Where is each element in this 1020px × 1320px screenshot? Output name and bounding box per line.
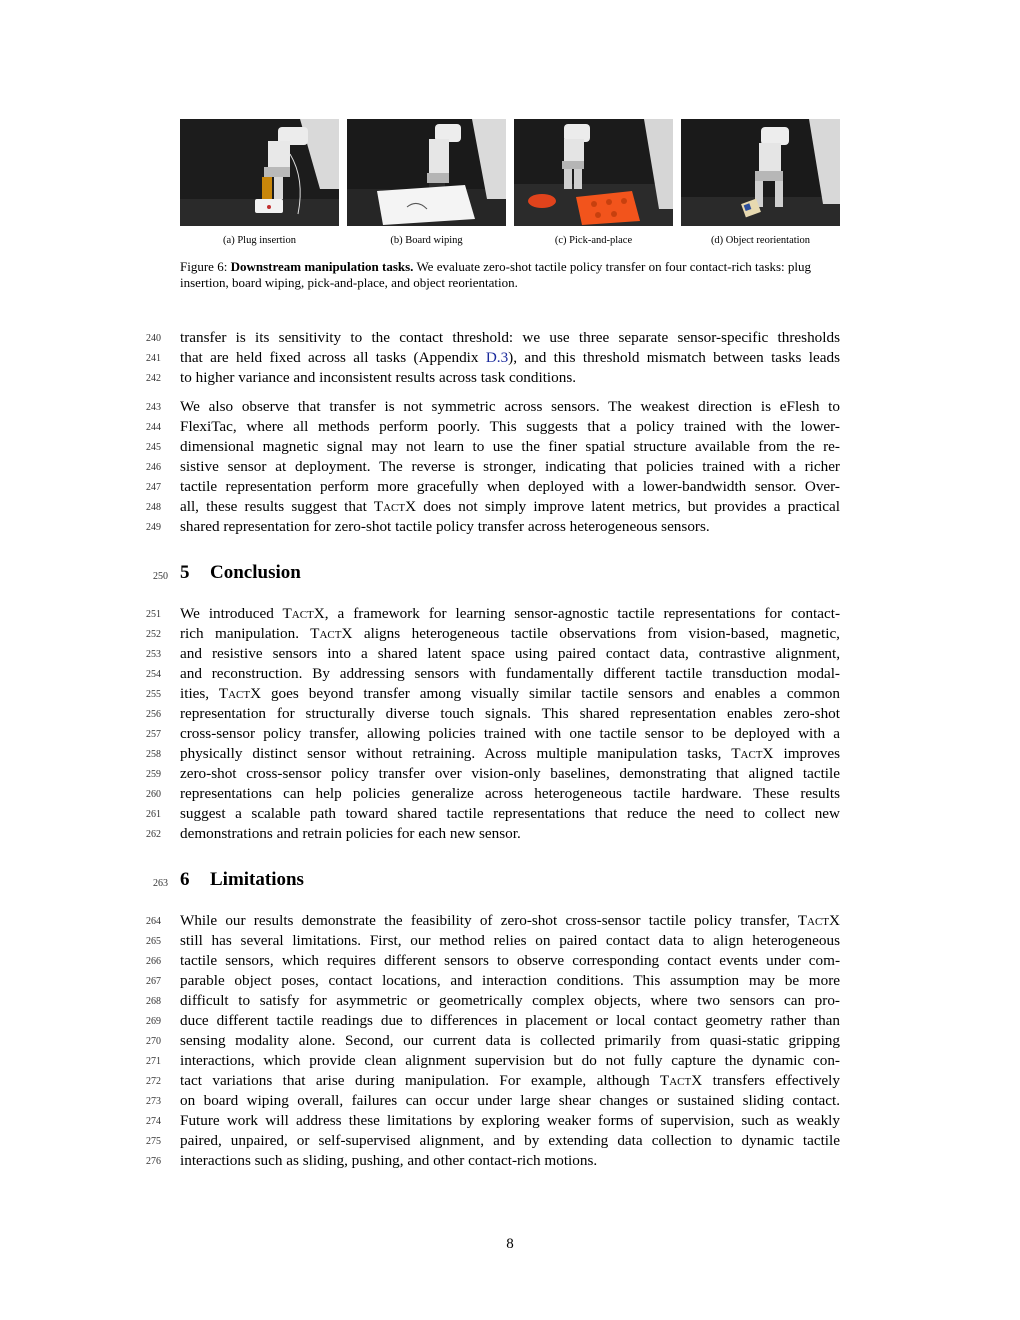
line-text bbox=[180, 931, 840, 951]
line-text bbox=[180, 644, 840, 664]
line-text bbox=[180, 971, 840, 991]
line-text-run: and resistive sensors into a shared latent space using paired contact data, contrastive alignment, bbox=[180, 645, 840, 662]
line-number: 245 bbox=[146, 442, 161, 453]
line-text-run: interactions such as sliding, pushing, and other contact-rich motions. bbox=[180, 1152, 598, 1169]
line-text bbox=[180, 437, 840, 457]
text-line bbox=[146, 397, 840, 417]
line-text-run: representations can help policies generalize across heterogeneous tactile hardware. These results bbox=[180, 785, 840, 802]
text-line bbox=[146, 417, 840, 437]
text-line bbox=[146, 1131, 840, 1151]
text-line bbox=[146, 328, 840, 348]
text-line bbox=[146, 744, 840, 764]
figure-panel-board-wiping bbox=[347, 119, 506, 226]
small-caps-run: act bbox=[740, 745, 763, 762]
line-text bbox=[180, 1131, 840, 1151]
line-text-run: X, a framework for learning sensor-agnostic tactile representations for contact- bbox=[313, 605, 841, 622]
line-number: 244 bbox=[146, 422, 161, 433]
line-text-run: X does not simply improve latent metrics, but provides a practical bbox=[405, 498, 840, 515]
line-number: 249 bbox=[146, 522, 161, 533]
line-text bbox=[180, 348, 840, 368]
line-text bbox=[180, 764, 840, 784]
line-text-run: all, these results suggest that T bbox=[180, 498, 384, 515]
line-number: 258 bbox=[146, 749, 161, 760]
section-heading-conclusion bbox=[153, 561, 301, 585]
appendix-link[interactable]: D.3 bbox=[485, 349, 509, 366]
line-number: 241 bbox=[146, 353, 161, 364]
line-text-run: duce different tactile readings due to differences in placement or local contact geometry rather than bbox=[180, 1012, 840, 1029]
line-text-run: We introduced T bbox=[180, 605, 292, 622]
line-text-run: cross-sensor policy transfer, allowing policies trained with one tactile sensor to be deployed with a bbox=[180, 725, 840, 742]
text-line bbox=[146, 824, 840, 844]
line-number: 255 bbox=[146, 689, 161, 700]
text-line bbox=[146, 644, 840, 664]
line-text bbox=[180, 624, 840, 644]
line-text bbox=[180, 951, 840, 971]
text-line bbox=[146, 1151, 840, 1171]
text-line bbox=[146, 1011, 840, 1031]
line-text-run: tact variations that arise during manipulation. For example, although T bbox=[180, 1072, 670, 1089]
line-number: 246 bbox=[146, 462, 161, 473]
line-number: 264 bbox=[146, 916, 161, 927]
line-text-run: sensing modality alone. Second, our current data is collected primarily from quasi-static gripping bbox=[180, 1032, 840, 1049]
line-number: 259 bbox=[146, 769, 161, 780]
line-text-run: tactile representation perform more gracefully when deployed with a lower-bandwidth sensor. Over- bbox=[180, 478, 840, 495]
text-line bbox=[146, 951, 840, 971]
text-line bbox=[146, 368, 840, 388]
section-title: Conclusion bbox=[210, 562, 301, 583]
line-text bbox=[180, 911, 840, 931]
subcaption-a: (a) Plug insertion bbox=[223, 235, 296, 246]
line-text-run: and reconstruction. By addressing sensors with fundamentally different tactile transduction modal- bbox=[180, 665, 840, 682]
text-line bbox=[146, 1071, 840, 1091]
line-text-run: While our results demonstrate the feasibility of zero-shot cross-sensor tactile policy transfer, T bbox=[180, 912, 808, 929]
line-text bbox=[180, 684, 840, 704]
line-text-run: still has several limitations. First, our method relies on paired contact data to align heterogeneous bbox=[180, 932, 840, 949]
line-text bbox=[180, 1031, 840, 1051]
figure-panel-pick-and-place bbox=[514, 119, 673, 226]
line-number: 272 bbox=[146, 1076, 161, 1087]
line-text bbox=[180, 804, 840, 824]
text-line bbox=[146, 348, 840, 368]
text-line bbox=[146, 497, 840, 517]
line-text bbox=[180, 991, 840, 1011]
text-line bbox=[146, 724, 840, 744]
line-text bbox=[180, 744, 840, 764]
line-number: 257 bbox=[146, 729, 161, 740]
line-number: 263 bbox=[153, 878, 168, 889]
line-text-run: tactile sensors, which requires different sensors to observe corresponding contact events under com- bbox=[180, 952, 840, 969]
small-caps-run: act bbox=[228, 685, 251, 702]
line-text bbox=[180, 1111, 840, 1131]
line-text bbox=[180, 1011, 840, 1031]
line-text bbox=[180, 784, 840, 804]
figure-6 bbox=[180, 119, 840, 227]
line-number: 274 bbox=[146, 1116, 161, 1127]
line-number: 268 bbox=[146, 996, 161, 1007]
text-line bbox=[146, 704, 840, 724]
figure-panel-plug-insertion bbox=[180, 119, 339, 226]
line-text-run: demonstrations and retrain policies for each new sensor. bbox=[180, 825, 521, 842]
line-text-run: difficult to satisfy for asymmetric or geometrically complex objects, where two sensors can pro- bbox=[180, 992, 840, 1009]
line-text bbox=[180, 368, 840, 388]
line-number: 243 bbox=[146, 402, 161, 413]
paragraph-asymmetry bbox=[146, 397, 840, 537]
figure-caption-title: Downstream manipulation tasks. bbox=[230, 259, 414, 274]
line-text-run: X aligns heterogeneous tactile observations from vision-based, magnetic, bbox=[341, 625, 840, 642]
line-text bbox=[180, 1091, 840, 1111]
line-text bbox=[180, 724, 840, 744]
section-heading-limitations bbox=[153, 868, 304, 892]
line-number: 265 bbox=[146, 936, 161, 947]
line-number: 262 bbox=[146, 829, 161, 840]
line-text-run: to higher variance and inconsistent results across task conditions. bbox=[180, 369, 577, 386]
line-text-run: FlexiTac, where all methods perform poorly. This suggests that a policy trained with the lower- bbox=[180, 418, 840, 435]
small-caps-run: act bbox=[669, 1072, 692, 1089]
small-caps-run: act bbox=[291, 605, 314, 622]
subcaption-b: (b) Board wiping bbox=[390, 235, 463, 246]
text-line bbox=[146, 1031, 840, 1051]
line-number: 271 bbox=[146, 1056, 161, 1067]
line-text-run: dimensional magnetic signal may not learn to use the finer spatial structure available from the re- bbox=[180, 438, 840, 455]
line-number: 270 bbox=[146, 1036, 161, 1047]
line-number: 250 bbox=[153, 571, 168, 582]
line-number: 252 bbox=[146, 629, 161, 640]
subcaption-c: (c) Pick-and-place bbox=[554, 235, 633, 246]
text-line bbox=[146, 971, 840, 991]
text-line bbox=[146, 664, 840, 684]
text-line bbox=[146, 764, 840, 784]
line-number: 247 bbox=[146, 482, 161, 493]
subcaption-d: (d) Object reorientation bbox=[710, 235, 811, 246]
line-text-run: representation for structurally diverse touch signals. This shared representation enables zero-shot bbox=[180, 705, 840, 722]
paragraph-limitations bbox=[146, 911, 840, 1171]
line-text bbox=[180, 664, 840, 684]
line-number: 261 bbox=[146, 809, 161, 820]
line-text-run: sistive sensor at deployment. The reverse is stronger, indicating that policies trained with a richer bbox=[180, 458, 840, 475]
line-number: 253 bbox=[146, 649, 161, 660]
text-line bbox=[146, 911, 840, 931]
page-number: 8 bbox=[506, 1236, 514, 1252]
line-text-run: zero-shot cross-sensor policy transfer over vision-only baselines, demonstrating that aligned tactile bbox=[180, 765, 840, 782]
text-line bbox=[146, 804, 840, 824]
text-line bbox=[146, 931, 840, 951]
line-number: 256 bbox=[146, 709, 161, 720]
line-text bbox=[180, 1051, 840, 1071]
line-number: 269 bbox=[146, 1016, 161, 1027]
line-text-run: X goes beyond transfer among visually similar tactile sensors and enables a common bbox=[250, 685, 840, 702]
line-number: 240 bbox=[146, 333, 161, 344]
line-text-run: ities, T bbox=[180, 685, 229, 702]
line-text-run: ), and this threshold mismatch between tasks leads bbox=[508, 349, 840, 366]
text-line bbox=[146, 1111, 840, 1131]
line-text-run: X bbox=[829, 912, 840, 929]
text-line bbox=[146, 604, 841, 624]
line-text bbox=[180, 328, 840, 348]
text-line bbox=[146, 624, 840, 644]
line-number: 251 bbox=[146, 609, 161, 620]
line-text bbox=[180, 497, 840, 517]
line-number: 266 bbox=[146, 956, 161, 967]
section-number: 6 bbox=[180, 869, 190, 890]
paragraph-transfer-threshold bbox=[146, 328, 840, 388]
text-line bbox=[146, 784, 840, 804]
line-text-run: We also observe that transfer is not symmetric across sensors. The weakest direction is eFlesh to bbox=[180, 398, 840, 415]
line-number: 275 bbox=[146, 1136, 161, 1147]
line-text bbox=[180, 417, 840, 437]
line-text-run: Future work will address these limitations by exploring weaker forms of supervision, such as weakly bbox=[180, 1112, 840, 1129]
line-text bbox=[180, 397, 840, 417]
line-text-run: suggest a scalable path toward shared tactile representations that reduce the need to collect new bbox=[180, 805, 840, 822]
line-number: 254 bbox=[146, 669, 161, 680]
section-title: Limitations bbox=[210, 869, 304, 890]
text-line bbox=[146, 991, 840, 1011]
small-caps-run: act bbox=[807, 912, 830, 929]
line-text-run: interactions, which provide clean alignment supervision but do not fully capture the dynamic con- bbox=[180, 1052, 840, 1069]
figure-caption-text: We evaluate zero-shot tactile policy transfer on four contact-rich tasks: plug insertion, board wiping, pick-and-place, and object reorientation. bbox=[180, 259, 812, 290]
line-text-run: that are held fixed across all tasks (Appendix bbox=[180, 349, 486, 366]
line-text-run: on board wiping overall, failures can occur under large shear changes or sustained sliding contact. bbox=[180, 1092, 840, 1109]
line-text-run: shared representation for zero-shot tactile policy transfer across heterogeneous sensors. bbox=[180, 518, 710, 535]
section-number: 5 bbox=[180, 562, 190, 583]
line-number: 260 bbox=[146, 789, 161, 800]
text-line bbox=[146, 1051, 840, 1071]
text-line bbox=[146, 517, 840, 537]
text-line bbox=[146, 437, 840, 457]
paragraph-conclusion bbox=[146, 604, 841, 844]
line-text bbox=[180, 517, 840, 537]
text-line bbox=[146, 477, 840, 497]
line-text-run: parable object poses, contact locations, and interaction conditions. This assumption may be more bbox=[180, 972, 840, 989]
line-text bbox=[180, 704, 840, 724]
small-caps-run: act bbox=[319, 625, 342, 642]
line-text bbox=[180, 604, 840, 624]
line-number: 273 bbox=[146, 1096, 161, 1107]
line-text bbox=[180, 824, 840, 844]
line-number: 242 bbox=[146, 373, 161, 384]
line-text bbox=[180, 1151, 840, 1171]
line-text-run: rich manipulation. T bbox=[180, 625, 320, 642]
line-number: 248 bbox=[146, 502, 161, 513]
figure-caption-label: Figure 6: bbox=[180, 259, 228, 274]
line-text-run: transfer is its sensitivity to the contact threshold: we use three separate sensor-specific thresholds bbox=[180, 329, 840, 346]
line-text bbox=[180, 477, 840, 497]
line-text bbox=[180, 457, 840, 477]
line-text-run: X improves bbox=[762, 745, 840, 762]
line-number: 267 bbox=[146, 976, 161, 987]
line-number: 276 bbox=[146, 1156, 161, 1167]
line-text-run: paired, unpaired, or self-supervised alignment, and by extending data collection to dynamic tactile bbox=[180, 1132, 840, 1149]
figure-caption bbox=[180, 259, 840, 291]
line-text bbox=[180, 1071, 840, 1091]
small-caps-run: act bbox=[383, 498, 406, 515]
figure-panel-object-reorientation bbox=[681, 119, 840, 226]
line-text-run: physically distinct sensor without retraining. Across multiple manipulation tasks, T bbox=[180, 745, 741, 762]
text-line bbox=[146, 1091, 840, 1111]
text-line bbox=[146, 684, 840, 704]
line-text-run: X transfers effectively bbox=[691, 1072, 840, 1089]
text-line bbox=[146, 457, 840, 477]
